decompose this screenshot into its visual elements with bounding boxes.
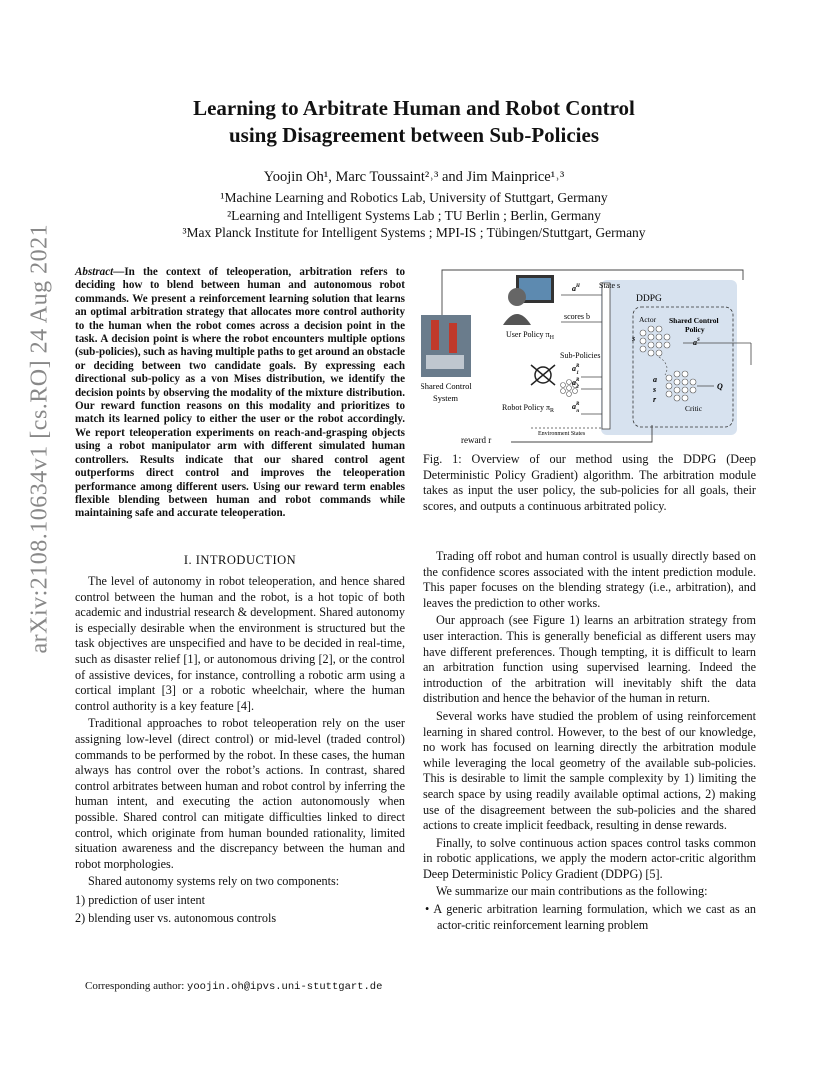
affiliation-3: ³Max Planck Institute for Intelligent Systems ; MPI-IS ; Tübingen/Stuttgart, Germany: [182, 225, 646, 240]
shared-control-system-label: Shared Control System: [421, 381, 472, 403]
robot-policy-label: Robot Policy $\pi_R$: [502, 403, 555, 414]
title-line-2: using Disagreement between Sub-Policies: [228, 123, 599, 147]
affiliations: [0, 189, 828, 242]
footnote: [85, 980, 415, 993]
a-critic-label: a: [653, 375, 657, 384]
figure-1: [421, 265, 766, 447]
paper-title: [0, 95, 828, 149]
state-vector: [602, 283, 610, 429]
a-rn-label: $a^R$ n: [572, 402, 580, 414]
a-r1-label: $a^R$ 1: [572, 364, 580, 376]
paragraph: Shared autonomy systems rely on two components:: [88, 874, 340, 889]
left-column-body: [75, 574, 405, 930]
footnote-email: yoojin.oh@ipvs.uni-stuttgart.de: [187, 981, 383, 993]
abstract: [75, 266, 405, 521]
paragraph: Finally, to solve continuous action spaces control tasks common in robotic applications, we apply the modern actor-critic algorithm Deep Deterministic Policy Gradient (DDPG) [5].: [423, 835, 756, 881]
paragraph: Several works have studied the problem of using reinforcement learning in shared control. However, to the best of our knowledge, no work has focused on learning directly the arbitration module while leveraging the local geometry of the available sub-policies. This is desirable to limit the sample complexity by 1) limiting the search space by using readily available optimal actions, 2) making use of the disagreement between the sub-policies and the shared actions to create implicit feedback, resulting in dense rewards.: [423, 708, 756, 833]
shared-control-policy-label: Shared Control Policy: [669, 316, 719, 334]
state-label: State s: [599, 281, 621, 290]
s-critic-label: s: [653, 385, 657, 394]
bullet-item: • A generic arbitration learning formulation, which we cast as an actor-critic reinforcement learning problem: [425, 902, 757, 932]
abstract-lead: Abstract—: [75, 266, 125, 278]
authors: Yoojin Oh¹, Marc Toussaint²˒³ and Jim Mainprice¹˒³: [263, 169, 565, 185]
list-item: 2) blending user vs. autonomous controls: [75, 911, 277, 926]
scores-label: scores b: [564, 312, 590, 321]
paragraph: Our approach (see Figure 1) learns an arbitration strategy from user interaction. This is generally beneficial as different users may have different preferences. Though tempting, it is difficult to learn an arbitration function using supervised learning. Indeed the introduction of the arbitration will inevitably shift the data distribution and hence the behavior of the human in return.: [423, 613, 756, 706]
a-r2-label: $a^R$ 2: [572, 378, 580, 390]
section-heading: I. INTRODUCTION: [183, 553, 297, 567]
r-critic-label: r: [653, 395, 657, 404]
bullet-text: A generic arbitration learning formulation, which we cast as an actor-critic reinforcement learning problem: [433, 902, 757, 932]
ddpg-label: DDPG: [636, 294, 662, 304]
paragraph: Traditional approaches to robot teleoperation rely on the user assigning low-level (direct control) or mid-level (traded control) commands to be performed by the robot. In these cases, the human always has control over the robot’s actions. In contrast, shared control arbitrates between human and robot control by inferring the human intent, and executing the action autonomously when possible. Shared control can mitigate difficulties linked to direct control, which originate from human bounded rationality, limited situation awareness and the discrepancy between the human and robot morphologies.: [75, 716, 405, 871]
s-input-label: s: [632, 334, 636, 343]
sub-policies-label: Sub-Policies: [560, 351, 601, 360]
footnote-label: Corresponding author:: [85, 980, 188, 992]
figure-caption: Fig. 1: Overview of our method using the DDPG (Deep Deterministic Policy Gradient) algorithm. The arbitration module takes as input the user policy, the sub-policies for all goals, their scores, and outputs a continuous arbitrated policy.: [423, 452, 756, 513]
paragraph: The level of autonomy in robot teleoperation, and hence shared control between the human and the robot, is a hot topic of both academic and industrial research & development. Shared autonomy is especially desirable when the environment is structured but the task objectives are unspecified and have to be decided in real-time, such as disaster relief [1], or autonomous driving [2], or the control of assistive devices, for instance, controlling a robotic arm using a cortical implant [3] or a robotic wheelchair, where the human control authority is a key feature [4].: [75, 574, 405, 713]
title-line-1: Learning to Arbitrate Human and Robot Control: [193, 96, 635, 120]
paragraph: We summarize our main contributions as the following:: [436, 884, 708, 899]
right-column-body: [423, 549, 756, 933]
q-label: Q: [717, 382, 723, 391]
arxiv-stamp: arXiv:2108.10634v1 [cs.RO] 24 Aug 2021: [26, 223, 53, 654]
user-icon: [508, 288, 526, 306]
list-item: 1) prediction of user intent: [75, 892, 205, 907]
affiliation-2: ²Learning and Intelligent Systems Lab ; TU Berlin ; Berlin, Germany: [227, 207, 601, 223]
contribution-list: [75, 893, 405, 927]
a-s-label: $a^S$: [693, 338, 700, 347]
figure-diagram: [421, 265, 766, 447]
user-policy-label: User Policy $\pi_H$: [506, 330, 554, 341]
critic-label: Critic: [685, 404, 703, 413]
paragraph: Trading off robot and human control is usually directly based on the confidence scores associated with the intent prediction module. This paper focuses on the blending strategy (i.e., arbitration), and leaves the prediction to other works.: [423, 549, 756, 610]
ddpg-box: [601, 280, 737, 435]
affiliation-1: ¹Machine Learning and Robotics Lab, University of Stuttgart, Germany: [220, 190, 608, 205]
abstract-text: In the context of teleoperation, arbitration refers to deciding how to blend between human and autonomous robot commands. We present a reinforcement learning solution that learns an optimal arbitration strategy that allocates more control authority to the human when the robot comes across a decision point in the task. A decision point is where the robot encounters multiple options (sub-policies), such as having multiple paths to get around an obstacle or deciding between two candidate goals. By expressing each directional sub-policy as a von Mises distribution, we identify the decision points by observing the modality of the mixture distribution. Our reward function reasons on this modality and prioritizes to match its learned policy to either the user or the robot accordingly. We report teleoperation experiments on reach-and-grasping objects using a robot manipulator arm with different simulated human controllers. Results indicate that our shared control agent outperforms direct control and improves the teleoperation performance among different users. Using our reward term enables flexible blending between human and robot commands while maintaining safe and accurate teleoperation.: [75, 266, 405, 520]
actor-label: Actor: [639, 315, 657, 324]
a-h-label: $a^H$: [572, 284, 580, 293]
env-states-label: Environment States: [538, 431, 586, 437]
reward-label: reward r: [461, 435, 492, 445]
